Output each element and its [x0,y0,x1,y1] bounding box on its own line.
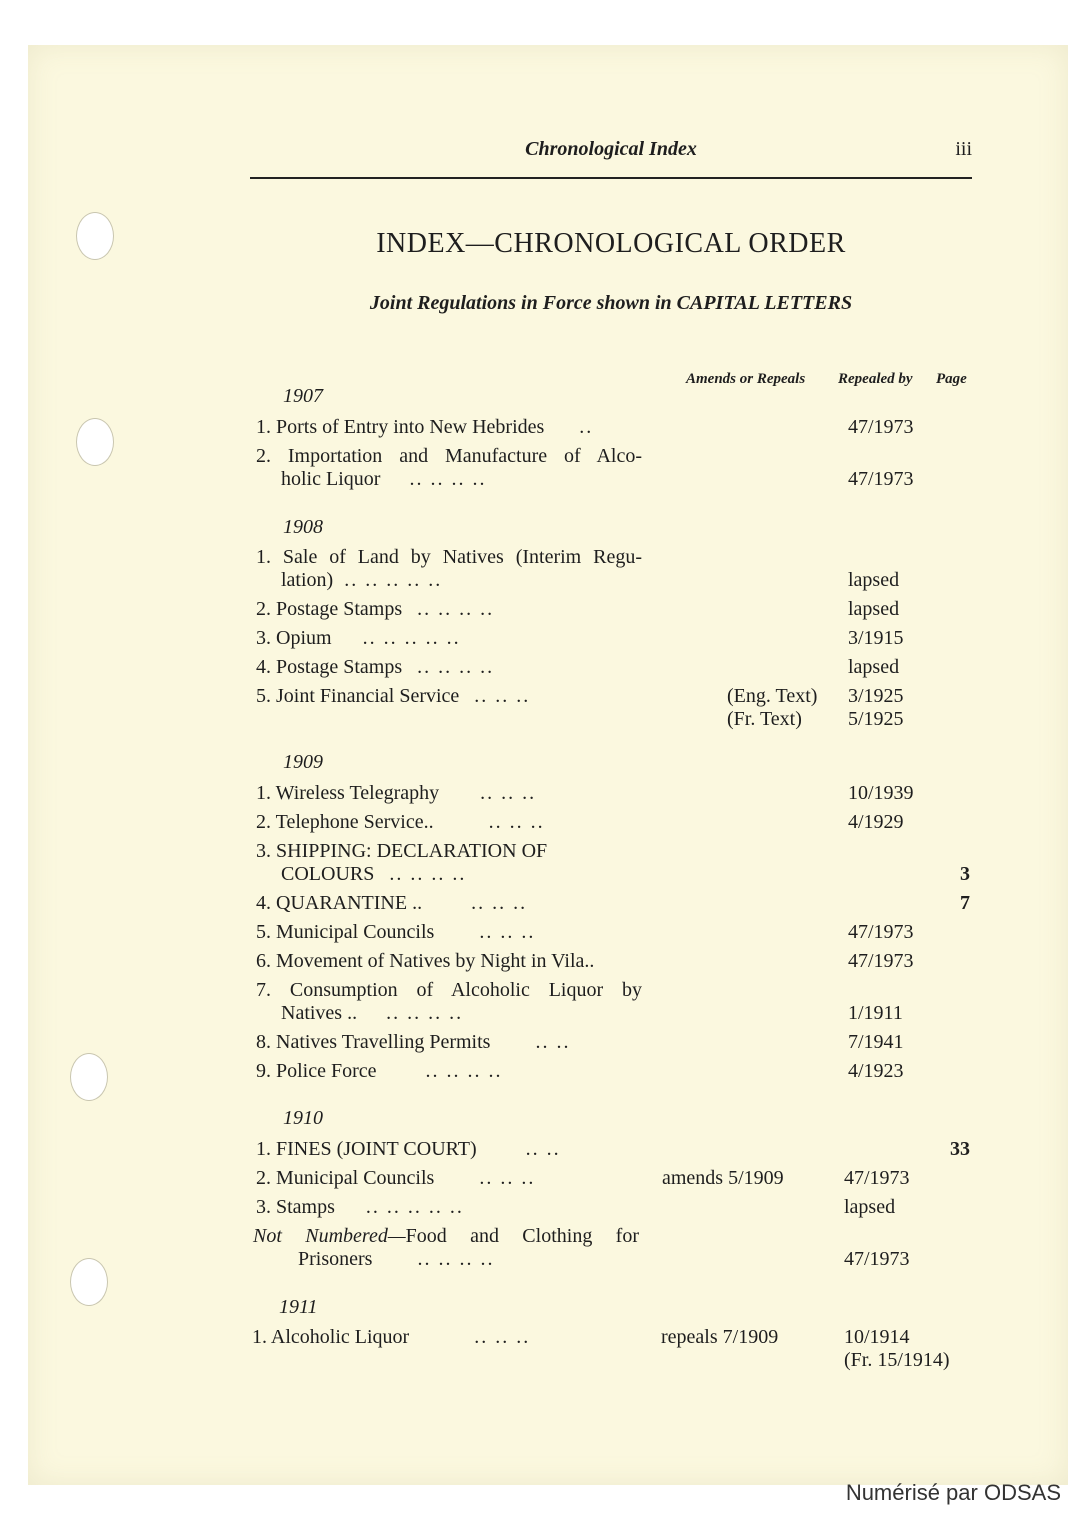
amends-note: (Fr. Text) [727,708,802,730]
year-heading: 1908 [283,516,323,538]
page-ref: 33 [950,1138,970,1160]
running-head [250,138,972,166]
repealed-by: 47/1973 [848,950,914,972]
page-subtitle: Joint Regulations in Force shown in CAPITAL LETTERS [369,292,853,314]
repealed-by: 4/1923 [848,1060,904,1082]
index-entry: 8. Natives Travelling Permits .. .. [256,1031,571,1053]
index-entry: 5. Municipal Councils .. .. .. [256,921,536,943]
repealed-by: (Fr. 15/1914) [844,1349,950,1371]
index-entry: 5. Joint Financial Service .. .. .. [256,685,531,707]
page-number: iii [955,138,972,160]
repealed-by: 3/1915 [848,627,904,649]
repealed-by: 10/1914 [844,1326,910,1348]
header-rule [250,177,972,179]
repealed-by: lapsed [844,1196,896,1218]
index-entry: 1. Sale of Land by Natives (Interim Regu- lation) .. .. .. .. .. [256,546,642,591]
page-ref: 7 [960,892,970,914]
index-entry: 6. Movement of Natives by Night in Vila.. [256,950,595,972]
index-entry: 3. Stamps .. .. .. .. .. [256,1196,464,1218]
year-heading: 1910 [283,1107,323,1129]
repealed-by: 47/1973 [848,468,914,490]
repealed-by: lapsed [848,656,900,678]
punch-hole-1 [76,212,114,260]
index-entry: 9. Police Force .. .. .. .. [256,1060,503,1082]
column-header-repealed: Repealed by [838,371,913,387]
punch-hole-3 [70,1053,108,1101]
repealed-by: lapsed [848,598,900,620]
repealed-by: 5/1925 [848,708,904,730]
repealed-by: 7/1941 [848,1031,904,1053]
index-entry: 2. Postage Stamps .. .. .. .. [256,598,495,620]
repealed-by: 1/1911 [848,1002,903,1024]
column-header-amends: Amends or Repeals [686,371,806,387]
repealed-by: 47/1973 [848,921,914,943]
repealed-by: 47/1973 [844,1167,910,1189]
repealed-by: lapsed [848,569,900,591]
repealed-by: 4/1929 [848,811,904,833]
index-entry: 1. Ports of Entry into New Hebrides .. [256,416,594,438]
amends-note: (Eng. Text) [727,685,818,707]
index-entry: 4. QUARANTINE .. .. .. .. [256,892,528,914]
punch-hole-4 [70,1258,108,1306]
column-header-page: Page [936,371,967,387]
index-entry: 2. Importation and Manufacture of Alco- holic Liquor .. .. .. .. [256,445,642,490]
punch-hole-2 [76,418,114,466]
index-entry: 1. FINES (JOINT COURT) .. .. [256,1138,561,1160]
repealed-by: 47/1973 [844,1248,910,1270]
index-entry: 2. Telephone Service.. .. .. .. [256,811,545,833]
index-entry: 2. Municipal Councils .. .. .. [256,1167,536,1189]
repealed-by: 10/1939 [848,782,914,804]
amends-note: repeals 7/1909 [661,1326,779,1348]
index-entry: 1. Wireless Telegraphy .. .. .. [256,782,537,804]
index-entry: Not Numbered—Food and Clothing for Prisoners .. .. .. .. [253,1225,639,1270]
repealed-by: 3/1925 [848,685,904,707]
index-entry: 7. Consumption of Alcoholic Liquor by Natives .. .. .. .. .. [256,979,642,1024]
year-heading: 1909 [283,751,323,773]
page-ref: 3 [960,863,970,885]
running-title: Chronological Index [525,138,697,160]
repealed-by: 47/1973 [848,416,914,438]
year-heading: 1911 [279,1296,318,1318]
index-entry: 3. Opium .. .. .. .. .. [256,627,461,649]
index-entry: 1. Alcoholic Liquor .. .. .. [252,1326,531,1348]
digitization-credit: Numérisé par ODSAS [845,1480,1061,1505]
index-entry: 4. Postage Stamps .. .. .. .. [256,656,495,678]
year-heading: 1907 [283,385,323,407]
index-entry: 3. SHIPPING: DECLARATION OF COLOURS .. .. .. .. [256,840,548,885]
amends-note: amends 5/1909 [662,1167,784,1189]
page-title: INDEX—CHRONOLOGICAL ORDER [376,228,846,259]
